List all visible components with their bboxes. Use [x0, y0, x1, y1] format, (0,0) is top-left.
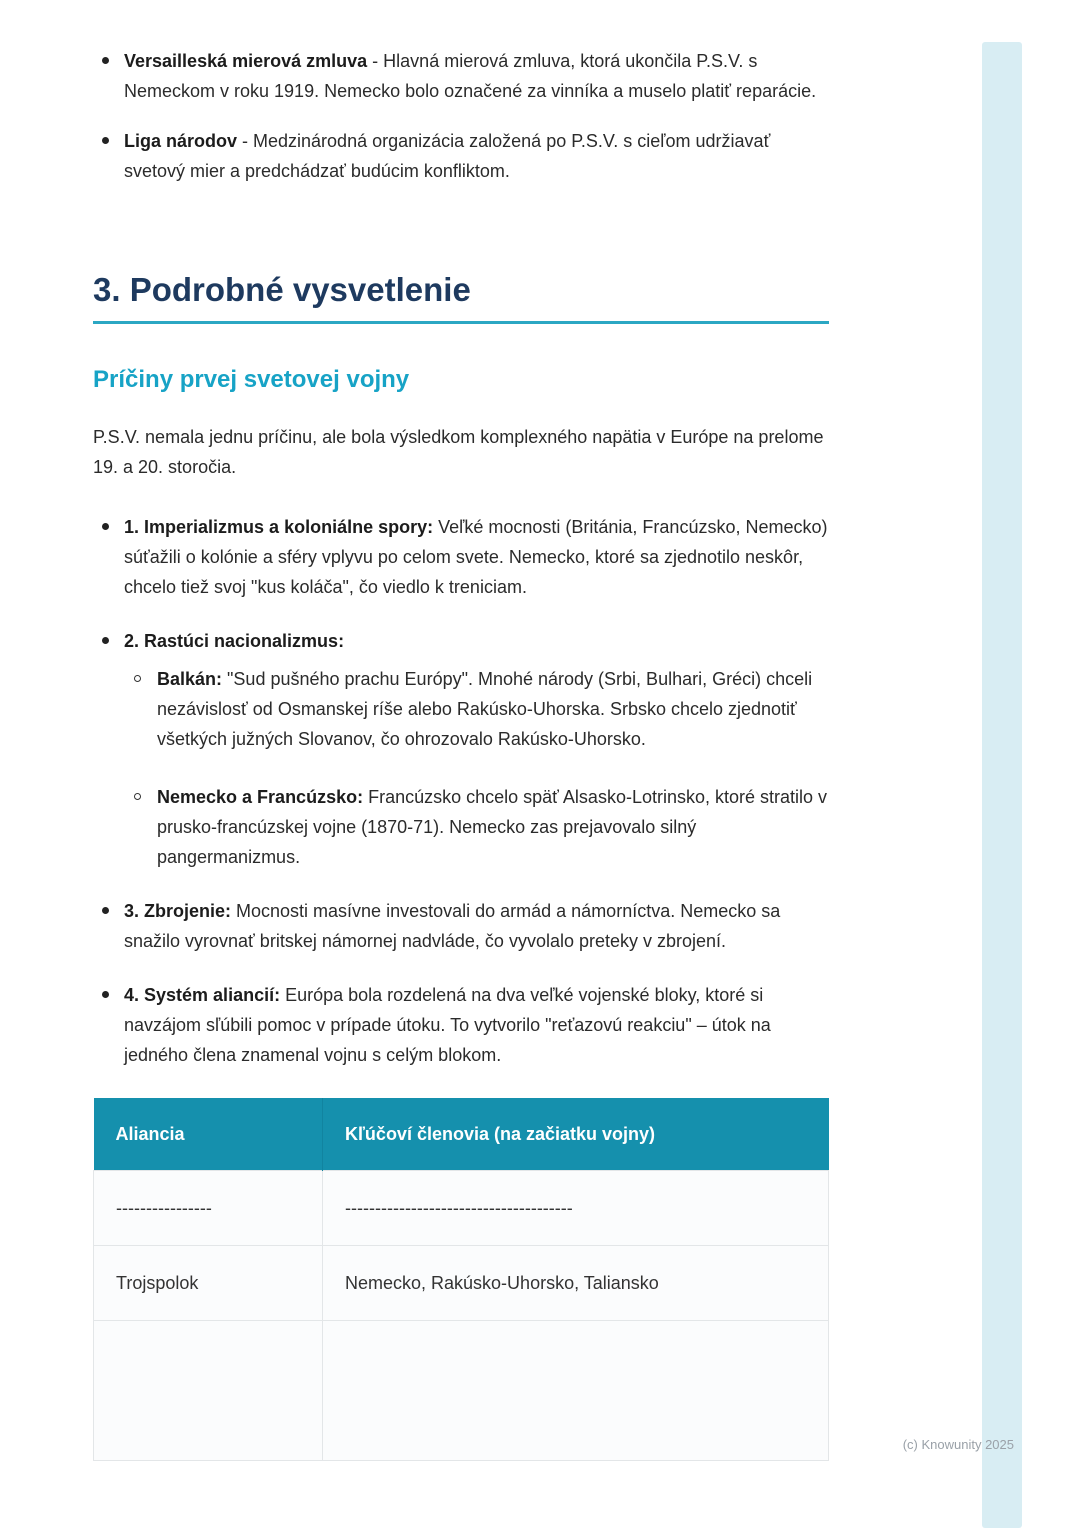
list-item — [93, 512, 829, 602]
cause-text: Mocnosti masívne investovali do armád a námorníctva. Nemecko sa snažilo vyrovnať britskej námornej nadvláde, čo vyvolalo preteky v zbrojení. — [124, 901, 781, 951]
table-header-alliance: Aliancia — [94, 1098, 323, 1171]
sub-text: "Sud pušného prachu Európy". Mnohé národy (Srbi, Bulhari, Gréci) chceli nezávislosť od Osmanskej ríše alebo Rakúsko-Uhorska. Srbsko chcelo zjednotiť všetkých južných Slovanov, čo ohrozovalo Rakúsko-Uhorsko. — [157, 669, 813, 749]
bullet-icon — [102, 523, 109, 530]
list-item-text — [124, 985, 771, 1065]
cause-term: 2. Rastúci nacionalizmus: — [124, 631, 345, 651]
list-item-text — [157, 669, 812, 749]
table-cell: Trojspolok — [94, 1246, 323, 1321]
bullet-icon — [102, 57, 109, 64]
sub-list — [124, 664, 829, 872]
document-content — [93, 0, 829, 1461]
list-item-text — [157, 787, 827, 867]
table-cell: Nemecko, Rakúsko-Uhorsko, Taliansko — [323, 1246, 829, 1321]
table-header-members: Kľúčoví členovia (na začiatku vojny) — [323, 1098, 829, 1171]
list-item — [93, 126, 829, 186]
section-title: 3. Podrobné vysvetlenie — [93, 271, 471, 308]
glossary-definition: - Medzinárodná organizácia založená po P.S.V. s cieľom udržiavať svetový mier a predchádzať budúcim konfliktom. — [124, 131, 771, 181]
watermark: (c) Knowunity 2025 — [902, 1437, 1014, 1452]
table-cell: -------------------------------------- — [323, 1171, 829, 1246]
section-divider — [93, 321, 829, 324]
page-edge-strip — [982, 42, 1022, 1528]
circle-bullet-icon — [134, 675, 141, 682]
cause-term: 4. Systém aliancií: — [124, 985, 281, 1005]
list-item-text — [124, 51, 816, 101]
causes-list — [93, 512, 829, 1070]
sub-term: Nemecko a Francúzsko: — [157, 787, 364, 807]
table-row — [94, 1171, 829, 1246]
intro-paragraph: P.S.V. nemala jednu príčinu, ale bola výsledkom komplexného napätia v Európe na prelome 19. a 20. storočia. — [93, 427, 824, 477]
glossary-term: Versailleská mierová zmluva — [124, 51, 368, 71]
list-item — [124, 664, 829, 754]
glossary-definition: - Hlavná mierová zmluva, ktorá ukončila P.S.V. s Nemeckom v roku 1919. Nemecko bolo označené za vinníka a muselo platiť reparácie. — [124, 51, 817, 101]
bullet-icon — [102, 137, 109, 144]
cause-text: Veľké mocnosti (Británia, Francúzsko, Nemecko) súťažili o kolónie a sféry vplyvu po celom svete. Nemecko, ktoré sa zjednotilo neskôr, chcelo tiež svoj "kus koláča", čo viedlo k treniciam. — [124, 517, 828, 597]
table-cell — [94, 1321, 323, 1461]
circle-bullet-icon — [134, 793, 141, 800]
list-item-text — [124, 517, 828, 597]
bullet-icon — [102, 637, 109, 644]
bullet-icon — [102, 907, 109, 914]
table-row — [94, 1246, 829, 1321]
glossary-list — [93, 46, 829, 186]
subsection-title: Príčiny prvej svetovej vojny — [93, 366, 410, 393]
table-row — [94, 1321, 829, 1461]
bullet-icon — [102, 991, 109, 998]
cause-text: Európa bola rozdelená na dva veľké vojenské bloky, ktoré si navzájom sľúbili pomoc v prípade útoku. To vytvorilo "reťazovú reakciu" – útok na jedného člena znamenal vojnu s celým blokom. — [124, 985, 771, 1065]
sub-term: Balkán: — [157, 669, 223, 689]
list-item — [93, 896, 829, 956]
glossary-term: Liga národov — [124, 131, 238, 151]
table-header-row — [94, 1098, 829, 1171]
list-item — [93, 980, 829, 1070]
list-item — [93, 626, 829, 872]
table-cell: ---------------- — [94, 1171, 323, 1246]
cause-term: 3. Zbrojenie: — [124, 901, 232, 921]
cause-term: 1. Imperializmus a koloniálne spory: — [124, 517, 434, 537]
list-item-text — [124, 631, 344, 651]
sub-text: Francúzsko chcelo späť Alsasko-Lotrinsko, ktoré stratilo v prusko-francúzskej vojne (1870-71). Nemecko zas prejavovalo silný pangermanizmus. — [157, 787, 828, 867]
alliances-table — [93, 1098, 829, 1461]
list-item-text — [124, 131, 770, 181]
table-cell — [323, 1321, 829, 1461]
list-item — [93, 46, 829, 106]
list-item — [124, 782, 829, 872]
list-item-text — [124, 901, 780, 951]
